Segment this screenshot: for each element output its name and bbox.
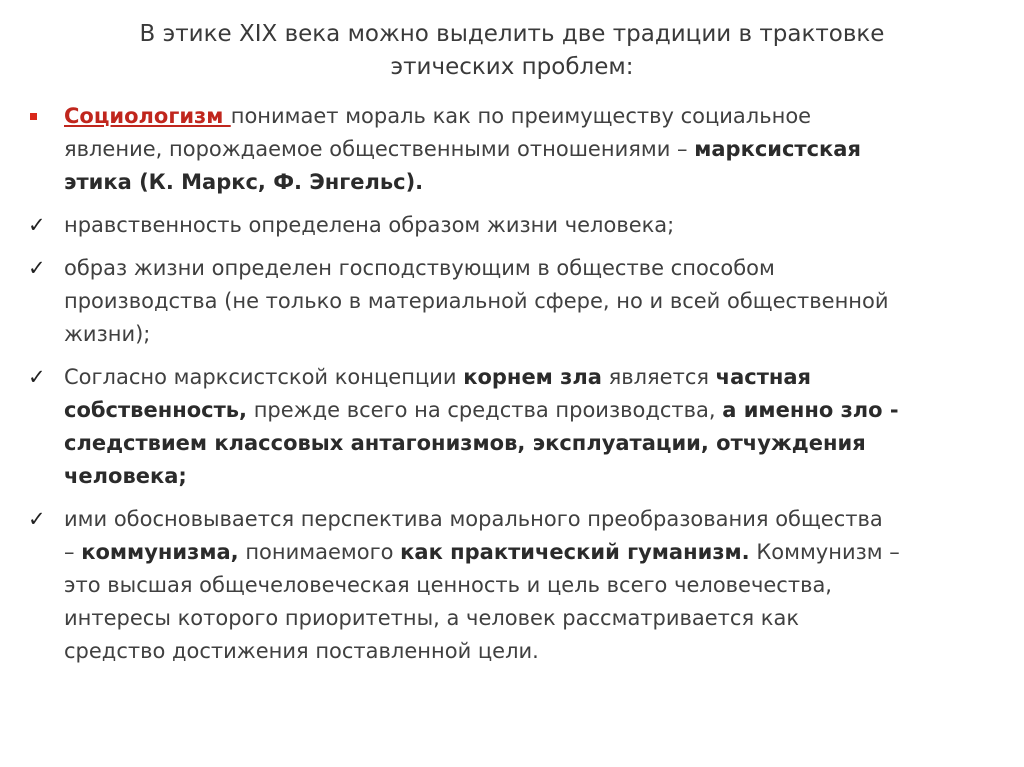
text-line <box>64 285 998 318</box>
text-line <box>64 252 998 285</box>
checkmark-icon: ✓ <box>28 256 46 280</box>
text-line <box>64 503 998 536</box>
text-line <box>64 166 998 199</box>
text-line <box>64 460 998 493</box>
text-run: явление, порождаемое общественными отношениями – <box>64 137 695 161</box>
text-run: ими обосновывается перспектива морального преобразования общества <box>64 507 883 531</box>
text-line <box>64 635 998 668</box>
text-line <box>64 536 998 569</box>
text-line <box>64 602 998 635</box>
text-run: Коммунизм – <box>749 540 900 564</box>
text-line <box>64 569 998 602</box>
bold-text: частная <box>715 365 812 389</box>
slide-title <box>100 18 924 84</box>
text-run: производства (не только в материальной сфере, но и всей общественной <box>64 289 889 313</box>
bold-text: а именно зло - <box>722 398 899 422</box>
bold-text: собственность, <box>64 398 248 422</box>
text-run: – <box>64 540 82 564</box>
title-line: В этике XIX века можно выделить две традиции в трактовке <box>139 21 885 47</box>
square-bullet-icon <box>30 113 37 120</box>
list-item <box>28 252 998 351</box>
list-item <box>28 503 998 668</box>
bold-text: человека; <box>64 464 187 488</box>
text-line <box>64 100 998 133</box>
bold-text: коммунизма, <box>81 540 239 564</box>
text-line <box>64 318 998 351</box>
list-item-text <box>64 503 998 668</box>
text-line <box>64 209 998 242</box>
bold-text: корнем зла <box>463 365 602 389</box>
bold-text: марксистская <box>694 137 861 161</box>
bold-text: как практический гуманизм. <box>400 540 750 564</box>
bold-text: этика (К. Маркс, Ф. Энгельс). <box>64 170 424 194</box>
list-item <box>28 209 998 242</box>
bullet-list <box>28 100 998 678</box>
text-run: это высшая общечеловеческая ценность и цель всего человечества, <box>64 573 832 597</box>
checkmark-icon: ✓ <box>28 213 46 237</box>
text-run: образ жизни определен господствующим в обществе способом <box>64 256 775 280</box>
text-run: понимает мораль как по преимуществу социальное <box>230 104 812 128</box>
text-run: нравственность определена образом жизни человека; <box>64 213 675 237</box>
highlighted-term: Социологизм <box>64 104 231 128</box>
list-item-text <box>64 100 998 199</box>
list-item-text <box>64 252 998 351</box>
checkmark-icon: ✓ <box>28 365 46 389</box>
title-line: этических проблем: <box>390 54 634 80</box>
text-line <box>64 394 998 427</box>
text-run: Согласно марксистской концепции <box>64 365 464 389</box>
text-run: является <box>601 365 716 389</box>
text-line <box>64 133 998 166</box>
text-run: интересы которого приоритетны, а человек рассматривается как <box>64 606 800 630</box>
text-line <box>64 361 998 394</box>
checkmark-icon: ✓ <box>28 507 46 531</box>
text-run: прежде всего на средства производства, <box>247 398 723 422</box>
list-item-text <box>64 209 998 242</box>
text-line <box>64 427 998 460</box>
bold-text: следствием классовых антагонизмов, эксплуатации, отчуждения <box>64 431 866 455</box>
text-run: жизни); <box>64 322 151 346</box>
list-item <box>28 361 998 493</box>
list-item <box>28 100 998 199</box>
text-run: средство достижения поставленной цели. <box>64 639 539 663</box>
list-item-text <box>64 361 998 493</box>
text-run: понимаемого <box>238 540 401 564</box>
